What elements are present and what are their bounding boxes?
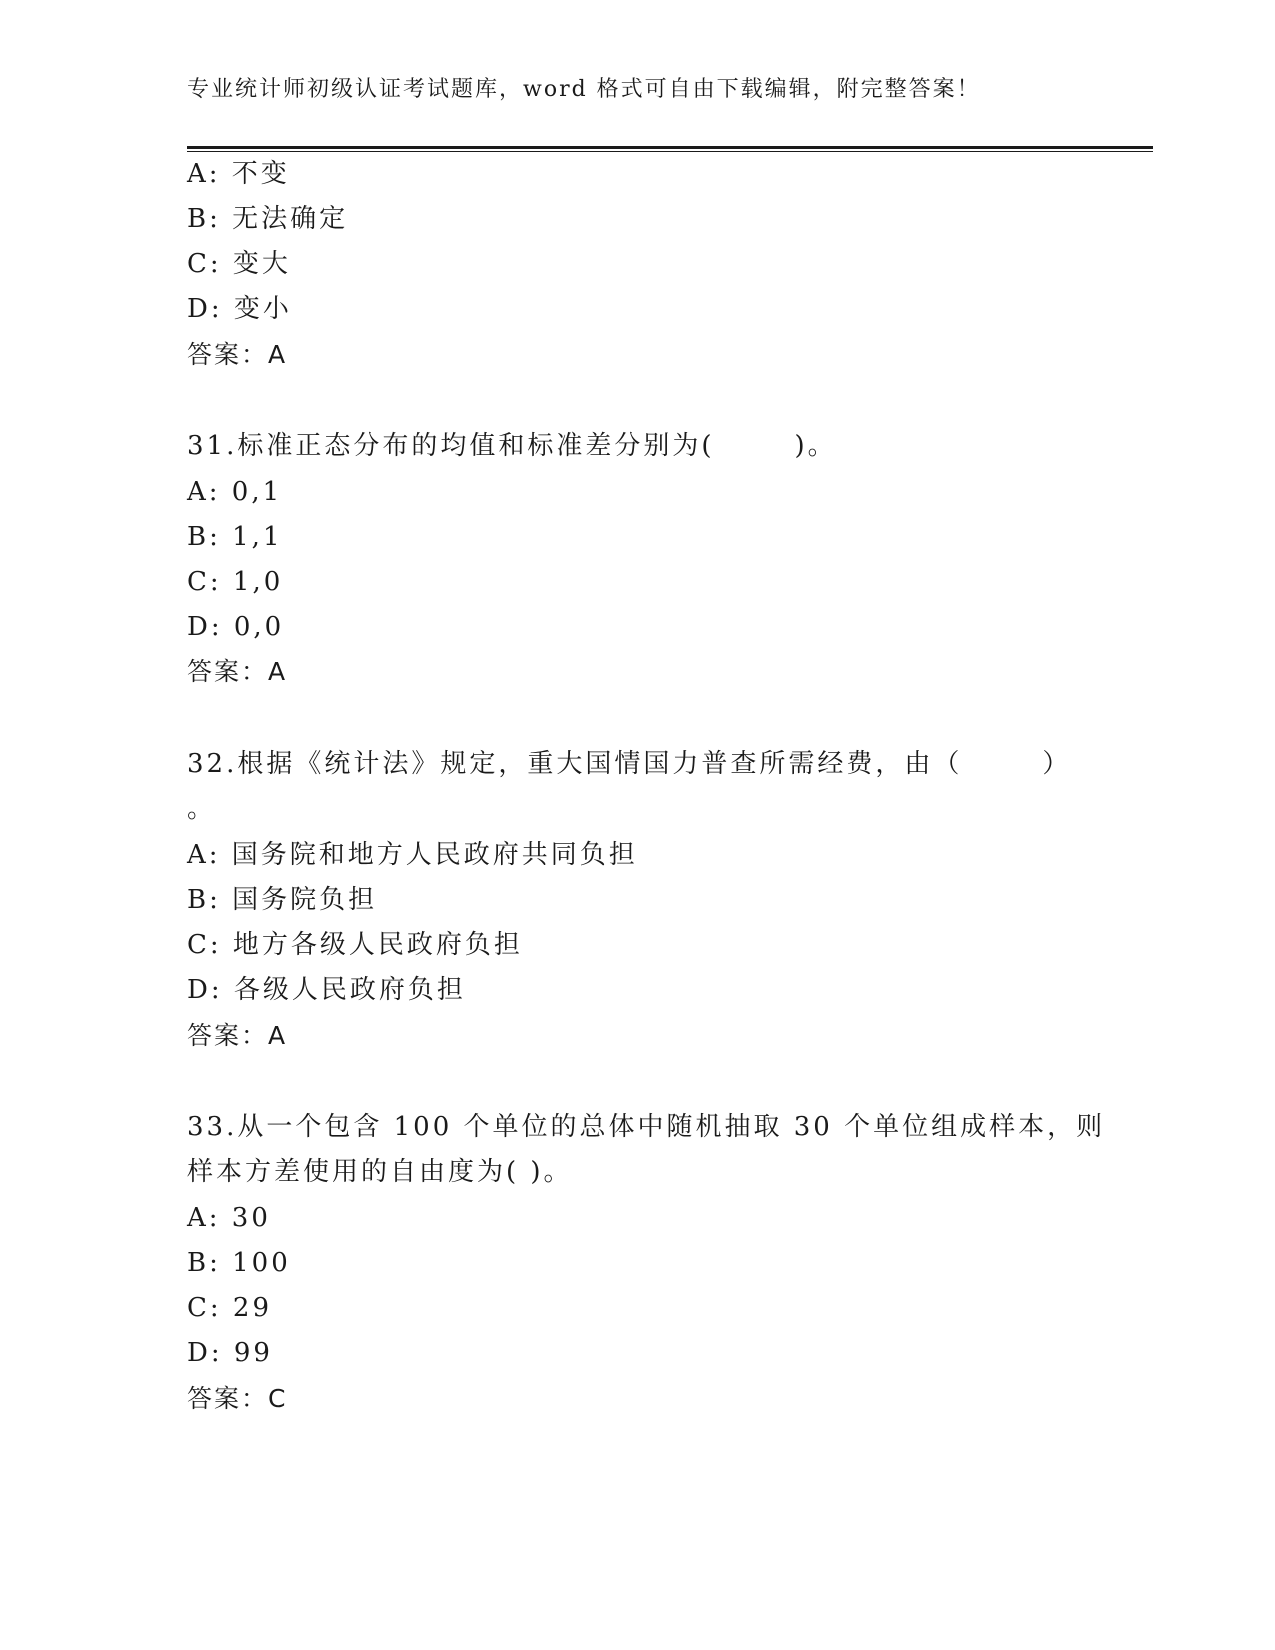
q30-answer: 答案：A [187,340,288,369]
q32-stem-before: 32.根据《统计法》规定，重大国情国力普查所需经费，由（ [187,749,963,779]
q30-option-c: C: 变大 [187,249,291,279]
q31-stem-before: 31.标准正态分布的均值和标准差分别为( [187,431,715,461]
header-rule-thin [187,151,1153,152]
q33-stem-line2: 样本方差使用的自由度为( )。 [187,1157,573,1187]
header-rule-thick [187,146,1153,149]
q31-option-c: C: 1,0 [187,567,284,597]
q32-option-d: D: 各级人民政府负担 [187,975,466,1005]
q32-option-c: C: 地方各级人民政府负担 [187,930,523,960]
page-header: 专业统计师初级认证考试题库，word 格式可自由下载编辑，附完整答案！ [187,77,981,102]
q33-stem-line1: 33.从一个包含 100 个单位的总体中随机抽取 30 个单位组成样本，则 [187,1112,1106,1142]
q31-stem [187,430,837,462]
q32-stem-line2: 。 [187,794,217,824]
q31-option-b: B: 1,1 [187,522,283,552]
q31-option-a: A: 0,1 [187,477,283,507]
q31-option-d: D: 0,0 [187,612,285,642]
q32-answer: 答案：A [187,1021,288,1050]
q32-option-a: A: 国务院和地方人民政府共同负担 [187,840,638,870]
q33-option-a: A: 30 [187,1203,271,1233]
q33-answer: 答案：C [187,1384,288,1413]
q33-option-c: C: 29 [187,1293,273,1323]
q30-option-a: A: 不变 [187,159,290,189]
q32-stem-line1 [187,748,1071,780]
q33-option-d: D: 99 [187,1338,273,1368]
q32-option-b: B: 国务院负担 [187,885,378,915]
q30-option-d: D: 变小 [187,294,292,324]
q31-stem-after: )。 [794,431,837,461]
q30-option-b: B: 无法确定 [187,204,349,234]
q32-stem-after: ） [1042,749,1072,779]
q31-answer: 答案：A [187,657,288,686]
q33-option-b: B: 100 [187,1248,291,1278]
